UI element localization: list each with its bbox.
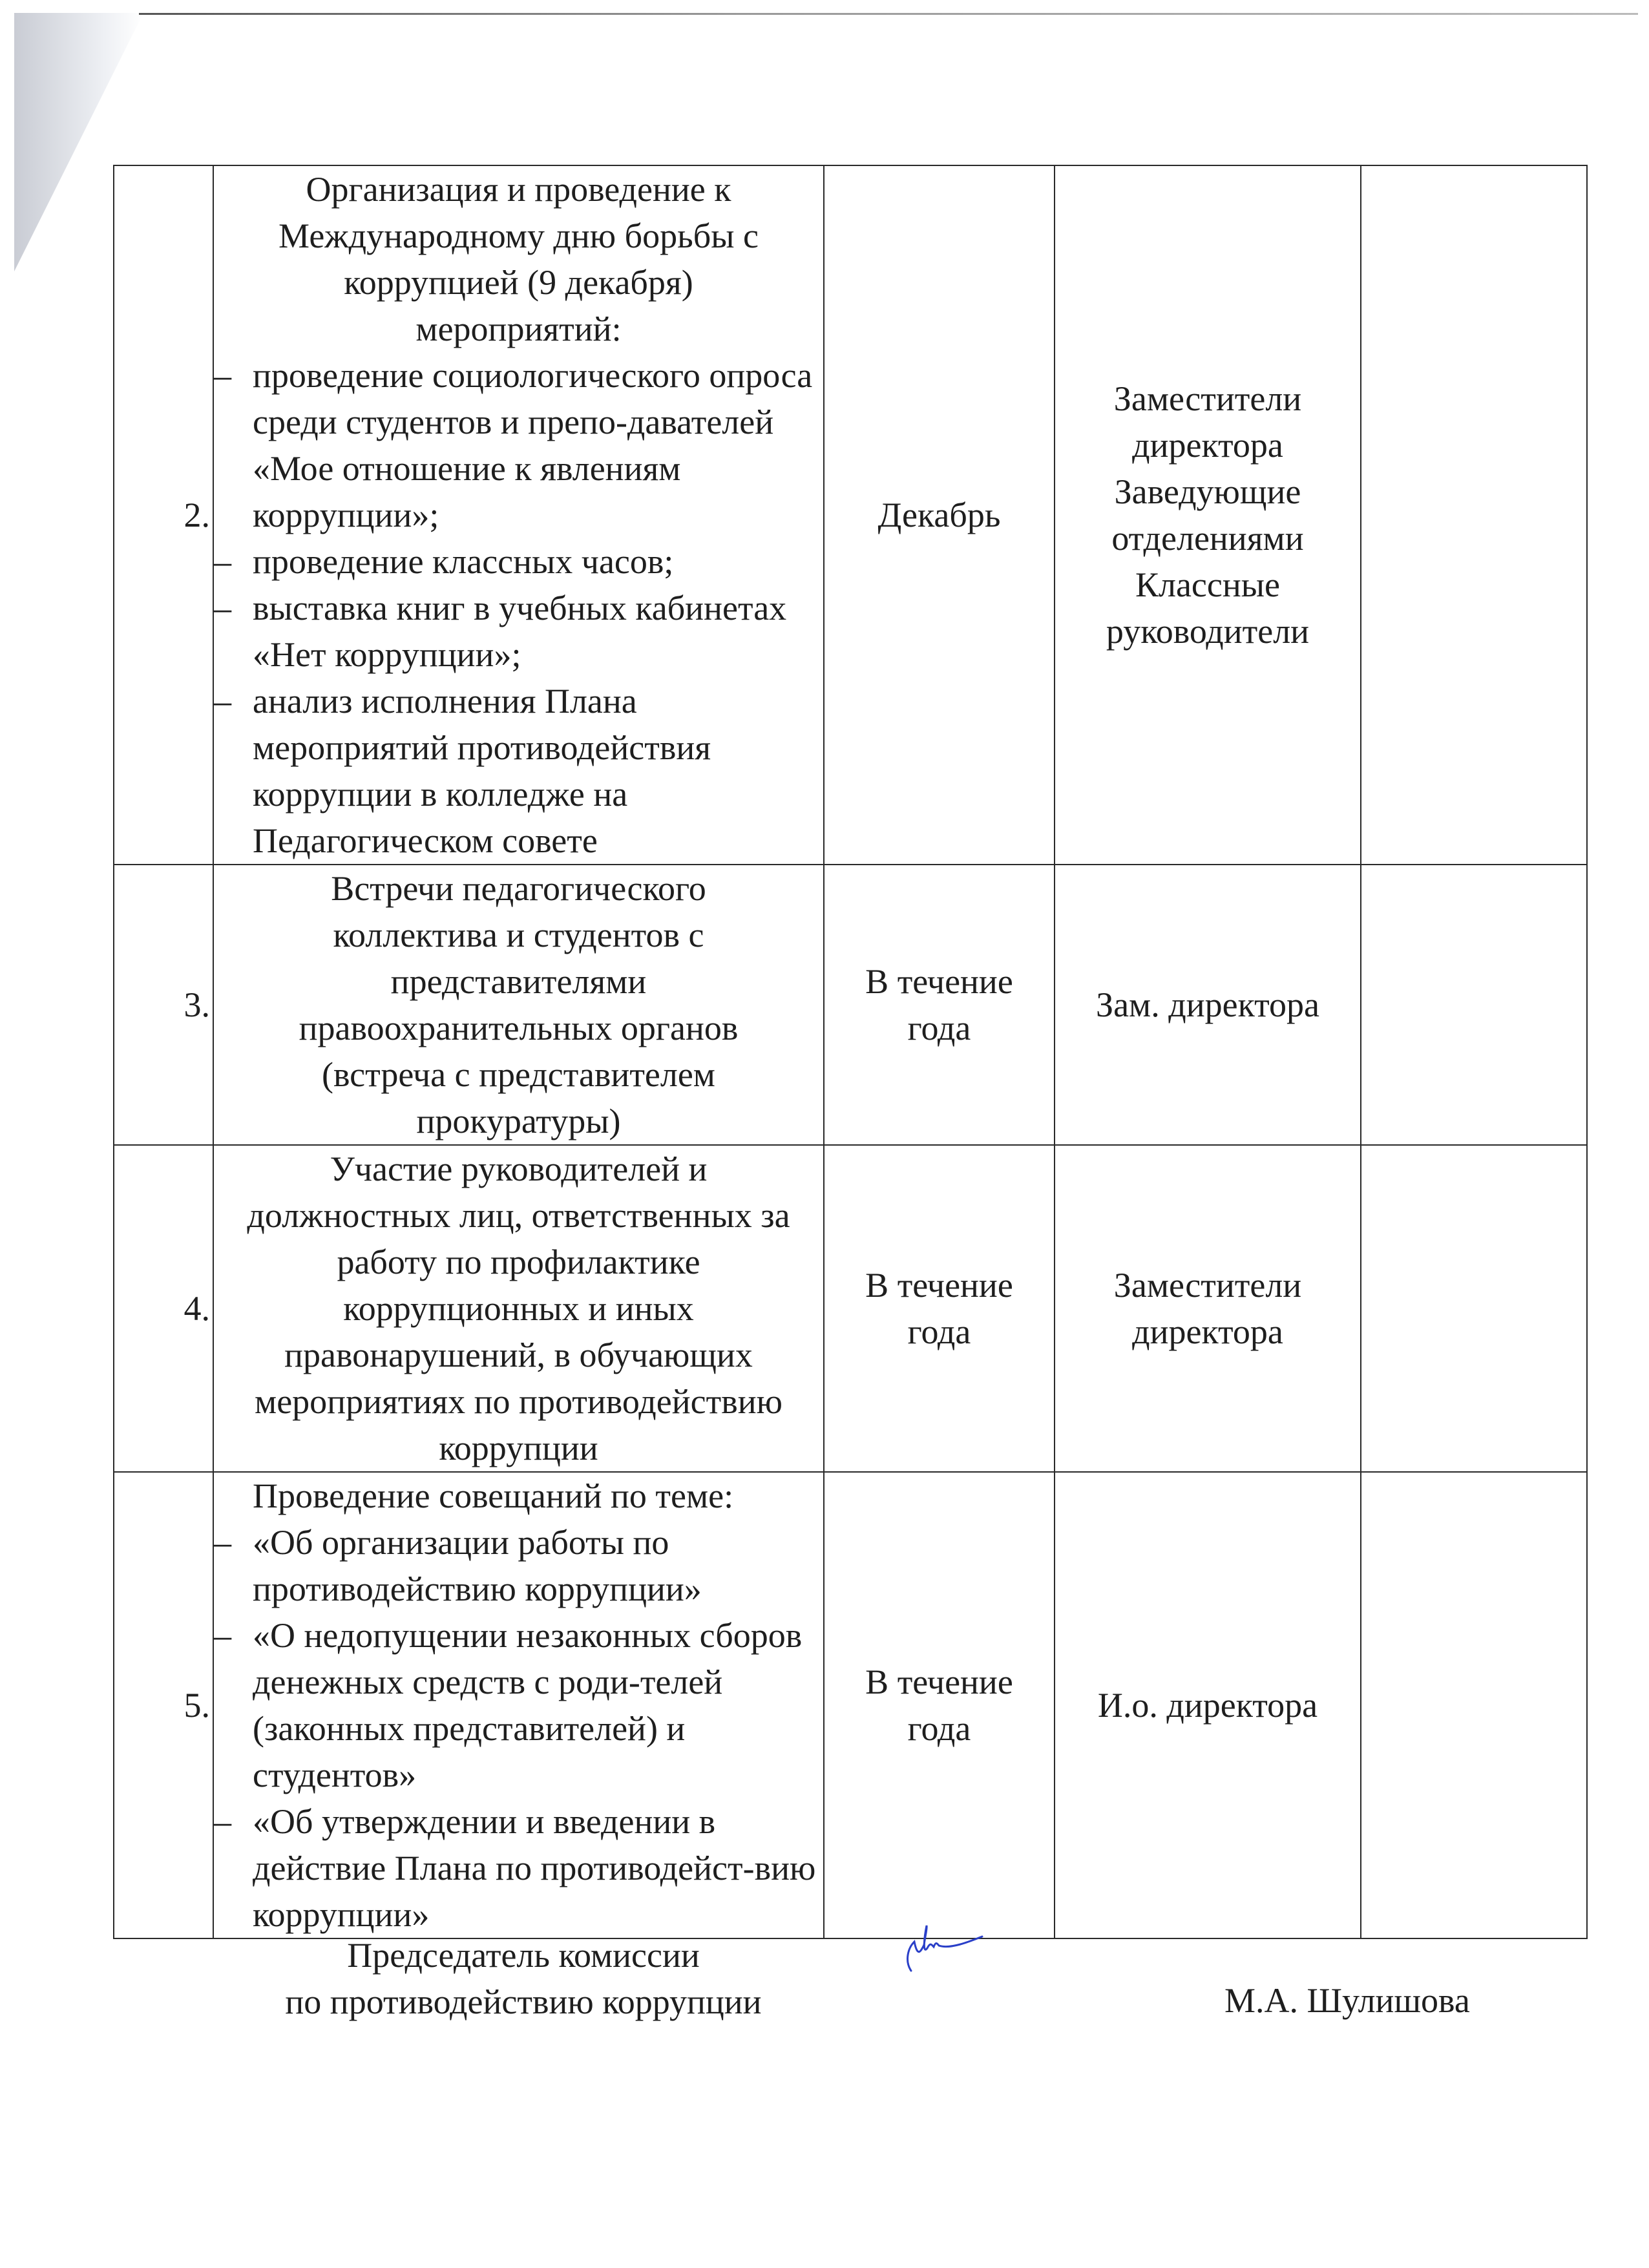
date-line: В течение xyxy=(865,1663,1013,1701)
title-line: коррупционных и иных xyxy=(343,1289,694,1328)
signatory-title-line: по противодействию коррупции xyxy=(285,1982,762,2021)
activity-description xyxy=(213,865,824,1145)
title-line: правонарушений, в обучающих xyxy=(284,1336,753,1374)
table-row xyxy=(114,1145,1587,1472)
responsible xyxy=(1055,1472,1361,1938)
row-number: 4. xyxy=(114,1145,213,1472)
signatory-title-line: Председатель комиссии xyxy=(347,1936,700,1975)
responsible-line: Классные xyxy=(1135,565,1280,604)
dash-icon: – xyxy=(214,1802,231,1841)
responsible-line: И.о. директора xyxy=(1097,1686,1318,1725)
handwritten-signature-icon xyxy=(898,1922,989,1980)
bullet-item: – «Об утверждении и введении в действие Плана по противодейст-вию коррупции» xyxy=(214,1798,823,1938)
signatory-name: М.А. Шулишова xyxy=(1224,1981,1470,2020)
bullet-item: – анализ исполнения Плана мероприятий противодействия коррупции в колледже на Педагогическом совете xyxy=(214,678,823,864)
dash-icon: – xyxy=(214,589,231,627)
due-date xyxy=(824,1472,1055,1938)
bullet-item: – «О недопущении незаконных сборов денежных средств с роди-телей (законных представителей) и студентов» xyxy=(214,1612,823,1798)
responsible-line: отделениями xyxy=(1111,519,1304,558)
title-line: должностных лиц, ответственных за xyxy=(247,1196,790,1235)
activity-description xyxy=(213,1472,824,1938)
date-line: В течение xyxy=(865,962,1013,1001)
row-number: 3. xyxy=(114,865,213,1145)
responsible xyxy=(1055,1145,1361,1472)
dash-icon: – xyxy=(214,682,231,720)
dash-icon: – xyxy=(214,542,231,581)
activity-title xyxy=(214,166,823,352)
title-line: коллектива и студентов с xyxy=(333,916,704,954)
responsible-line: Заместители xyxy=(1113,379,1302,418)
title-line: работу по профилактике xyxy=(337,1243,700,1281)
title-line: мероприятий: xyxy=(415,310,622,348)
title-line: представителями xyxy=(390,962,647,1001)
date-line: В течение xyxy=(865,1266,1013,1305)
signatory-title xyxy=(233,1932,814,2025)
note-cell xyxy=(1361,1472,1587,1938)
plan-table xyxy=(113,165,1588,1939)
date-line: года xyxy=(907,1312,971,1351)
responsible-line: Заведующие xyxy=(1114,472,1301,511)
dash-icon: – xyxy=(214,1616,231,1655)
title-line: (встреча с представителем xyxy=(322,1055,715,1094)
row-number: 5. xyxy=(114,1472,213,1938)
title-line: правоохранительных органов xyxy=(299,1009,739,1047)
title-line: Участие руководителей и xyxy=(330,1150,708,1188)
dash-icon: – xyxy=(214,1523,231,1562)
activity-description xyxy=(213,1145,824,1472)
due-date: Декабрь xyxy=(824,165,1055,865)
bullet-item: – «Об организации работы по противодействию коррупции» xyxy=(214,1519,823,1612)
title-line: прокуратуры) xyxy=(416,1102,621,1140)
bullet-item: – выставка книг в учебных кабинетах «Нет коррупции»; xyxy=(214,585,823,678)
due-date xyxy=(824,1145,1055,1472)
activity-description xyxy=(213,165,824,865)
title-line: Международному дню борьбы с xyxy=(278,216,759,255)
table-row xyxy=(114,1472,1587,1938)
bullet-item: – проведение классных часов; xyxy=(214,538,823,585)
date-line: года xyxy=(907,1709,971,1748)
bullet-item: – проведение социологического опроса среди студентов и препо-давателей «Мое отношение к явлениям коррупции»; xyxy=(214,352,823,538)
responsible-line: директора xyxy=(1132,426,1283,465)
responsible-line: директора xyxy=(1132,1312,1283,1351)
row-number: 2. xyxy=(114,165,213,865)
table-row xyxy=(114,865,1587,1145)
title-line: Организация и проведение к xyxy=(306,170,731,209)
table-row xyxy=(114,165,1587,865)
responsible-line: Заместители xyxy=(1113,1266,1302,1305)
note-cell xyxy=(1361,165,1587,865)
title-line: мероприятиях по противодействию xyxy=(255,1382,782,1421)
responsible xyxy=(1055,165,1361,865)
activity-title: Проведение совещаний по теме: xyxy=(253,1476,734,1515)
responsible xyxy=(1055,865,1361,1145)
note-cell xyxy=(1361,865,1587,1145)
dash-icon: – xyxy=(214,356,231,395)
responsible-line: Зам. директора xyxy=(1096,985,1319,1024)
title-line: Встречи педагогического xyxy=(331,869,706,908)
note-cell xyxy=(1361,1145,1587,1472)
due-date xyxy=(824,865,1055,1145)
date-line: года xyxy=(907,1009,971,1047)
responsible-line: руководители xyxy=(1106,612,1310,651)
title-line: коррупции xyxy=(439,1429,598,1467)
title-line: коррупцией (9 декабря) xyxy=(344,263,693,302)
scan-page-edge xyxy=(139,13,1638,15)
